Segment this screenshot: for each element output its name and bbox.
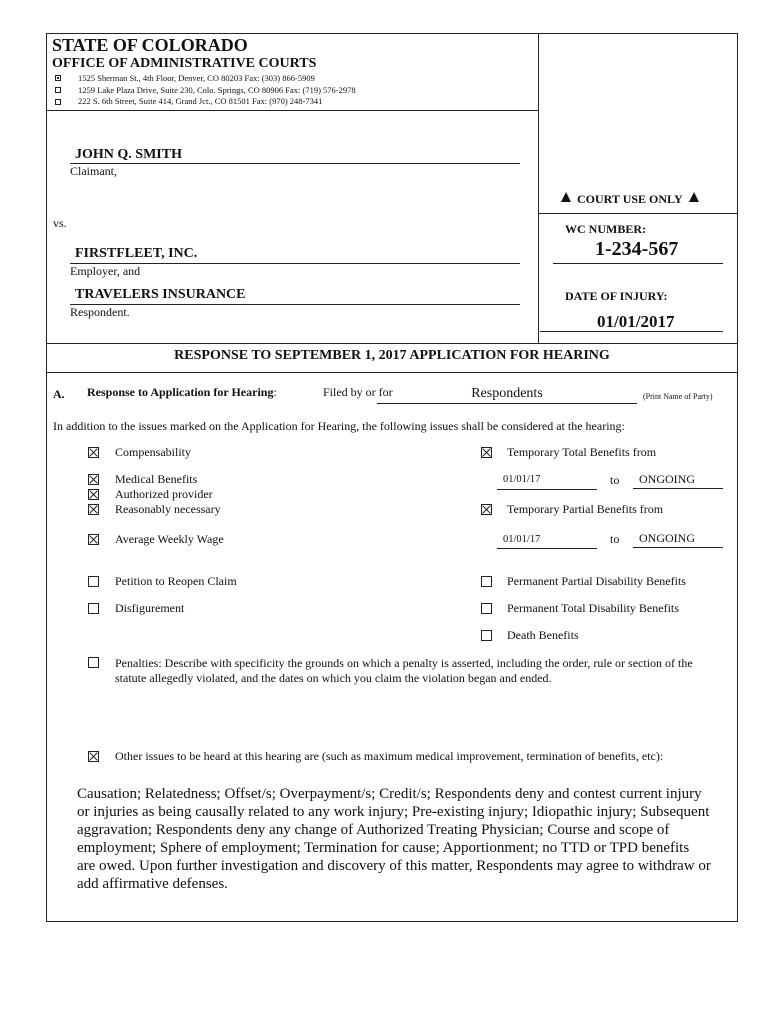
office-heading: OFFICE OF ADMINISTRATIVE COURTS — [52, 56, 317, 71]
address-grand-junction: 222 S. 6th Street, Suite 414, Grand Jct., CO 81501 Fax: (970) 248-7341 — [78, 96, 323, 106]
section-a-heading-colon: : — [273, 385, 277, 399]
claimant-underline — [70, 163, 520, 164]
claimant-label: Claimant, — [70, 164, 117, 178]
header-divider — [46, 110, 538, 111]
other-issues-label: Other issues to be heard at this hearing are (such as maximum medical improvement, termination of benefits, etc): — [115, 749, 664, 763]
employer-name: FIRSTFLEET, INC. — [75, 246, 198, 261]
other-issues-checkbox[interactable] — [88, 751, 99, 762]
issues-intro: In addition to the issues marked on the Application for Hearing, the following issues shall be considered at the hearing: — [53, 419, 625, 433]
versus-label: vs. — [53, 216, 67, 230]
up-arrow-icon — [689, 192, 699, 202]
tpd-from-underline — [497, 548, 597, 549]
address-colorado-springs: 1259 Lake Plaza Drive, Suite 230, Colo. Springs, CO 80906 Fax: (719) 576-2978 — [78, 85, 356, 95]
compensability-label: Compensability — [115, 445, 191, 459]
address-colorado-springs-checkbox[interactable] — [55, 87, 61, 93]
authorized-provider-checkbox[interactable] — [88, 489, 99, 500]
ppd-label: Permanent Partial Disability Benefits — [507, 574, 686, 588]
ttd-to-date[interactable]: ONGOING — [639, 472, 695, 486]
ttd-to-underline — [633, 488, 723, 489]
ttd-from-underline — [497, 489, 597, 490]
court-use-only-label: COURT USE ONLY — [577, 192, 683, 206]
wc-number-label: WC NUMBER: — [565, 222, 646, 236]
filed-by-value[interactable]: Respondents — [471, 386, 543, 401]
section-a-heading-text: Response to Application for Hearing — [87, 385, 274, 399]
other-issues-line: aggravation; Respondents deny any change of Authorized Treating Physician; Course and scope of — [77, 822, 670, 838]
other-issues-text[interactable] — [77, 785, 711, 893]
up-arrow-icon — [561, 192, 571, 202]
address-denver-checkbox[interactable] — [55, 75, 61, 81]
tpd-to-label: to — [610, 532, 620, 546]
reasonably-necessary-label: Reasonably necessary — [115, 502, 221, 516]
insurer-label: Respondent. — [70, 305, 130, 319]
court-box-divider — [538, 33, 539, 343]
petition-to-reopen-label: Petition to Reopen Claim — [115, 574, 237, 588]
penalties-text-line-1: Penalties: Describe with specificity the grounds on which a penalty is asserted, including the order, rule or section of the — [115, 656, 693, 670]
ttd-checkbox[interactable] — [481, 447, 492, 458]
wc-number: 1-234-567 — [595, 238, 679, 260]
other-issues-line: Causation; Relatedness; Offset/s; Overpayment/s; Credit/s; Respondents deny and contest current injury — [77, 786, 702, 802]
compensability-checkbox[interactable] — [88, 447, 99, 458]
court-use-divider — [538, 213, 738, 214]
other-issues-line: are owed. Upon further investigation and discovery of this matter, Respondents may agree to withdraw or — [77, 858, 711, 874]
state-heading: STATE OF COLORADO — [52, 35, 248, 55]
tpd-label: Temporary Partial Benefits from — [507, 502, 664, 516]
filed-by-underline — [377, 403, 637, 404]
other-issues-line: add affirmative defenses. — [77, 876, 228, 892]
filed-by-label: Filed by or for — [323, 385, 393, 399]
title-bottom-line — [46, 372, 738, 373]
section-a-heading — [87, 385, 277, 400]
address-grand-junction-checkbox[interactable] — [55, 99, 61, 105]
document-title: RESPONSE TO SEPTEMBER 1, 2017 APPLICATION FOR HEARING — [174, 348, 610, 363]
disfigurement-checkbox[interactable] — [88, 603, 99, 614]
average-weekly-wage-checkbox[interactable] — [88, 534, 99, 545]
employer-label: Employer, and — [70, 264, 141, 278]
penalties-text-line-2: statute allegedly violated, and the dates on which you claim the violation began and ended. — [115, 671, 552, 685]
print-name-hint: (Print Name of Party) — [643, 392, 713, 401]
tpd-to-date[interactable]: ONGOING — [639, 531, 695, 545]
caption-bottom-line — [46, 343, 738, 344]
tpd-to-underline — [633, 547, 723, 548]
insurer-underline — [70, 304, 520, 305]
tpd-from-date[interactable]: 01/01/17 — [503, 534, 541, 545]
insurer-name: TRAVELERS INSURANCE — [75, 287, 246, 302]
average-weekly-wage-label: Average Weekly Wage — [115, 532, 224, 546]
petition-to-reopen-checkbox[interactable] — [88, 576, 99, 587]
ttd-label: Temporary Total Benefits from — [507, 445, 657, 459]
other-issues-line: employment; Sphere of employment; Termination for cause; Apportionment; no TTD or TPD benefits — [77, 840, 690, 856]
death-benefits-checkbox[interactable] — [481, 630, 492, 641]
ptd-checkbox[interactable] — [481, 603, 492, 614]
court-use-only — [561, 192, 699, 207]
medical-benefits-label: Medical Benefits — [115, 472, 198, 486]
authorized-provider-label: Authorized provider — [115, 487, 213, 501]
date-of-injury: 01/01/2017 — [597, 312, 675, 331]
section-a-letter: A. — [53, 387, 65, 401]
penalties-checkbox[interactable] — [88, 657, 99, 668]
address-denver: 1525 Sherman St., 4th Floor, Denver, CO 80203 Fax: (303) 866-5909 — [78, 73, 315, 83]
claimant-name: JOHN Q. SMITH — [75, 147, 182, 162]
ttd-to-label: to — [610, 473, 620, 487]
death-benefits-label: Death Benefits — [507, 628, 579, 642]
ttd-from-date[interactable]: 01/01/17 — [503, 474, 541, 485]
reasonably-necessary-checkbox[interactable] — [88, 504, 99, 515]
wc-number-underline — [553, 263, 723, 264]
date-of-injury-underline — [540, 331, 723, 332]
other-issues-line: or injuries as being causally related to any work injury; Pre-existing injury; Idiopathic injury; Subsequent — [77, 804, 710, 820]
disfigurement-label: Disfigurement — [115, 601, 185, 615]
medical-benefits-checkbox[interactable] — [88, 474, 99, 485]
date-of-injury-label: DATE OF INJURY: — [565, 289, 668, 303]
ptd-label: Permanent Total Disability Benefits — [507, 601, 679, 615]
ppd-checkbox[interactable] — [481, 576, 492, 587]
tpd-checkbox[interactable] — [481, 504, 492, 515]
